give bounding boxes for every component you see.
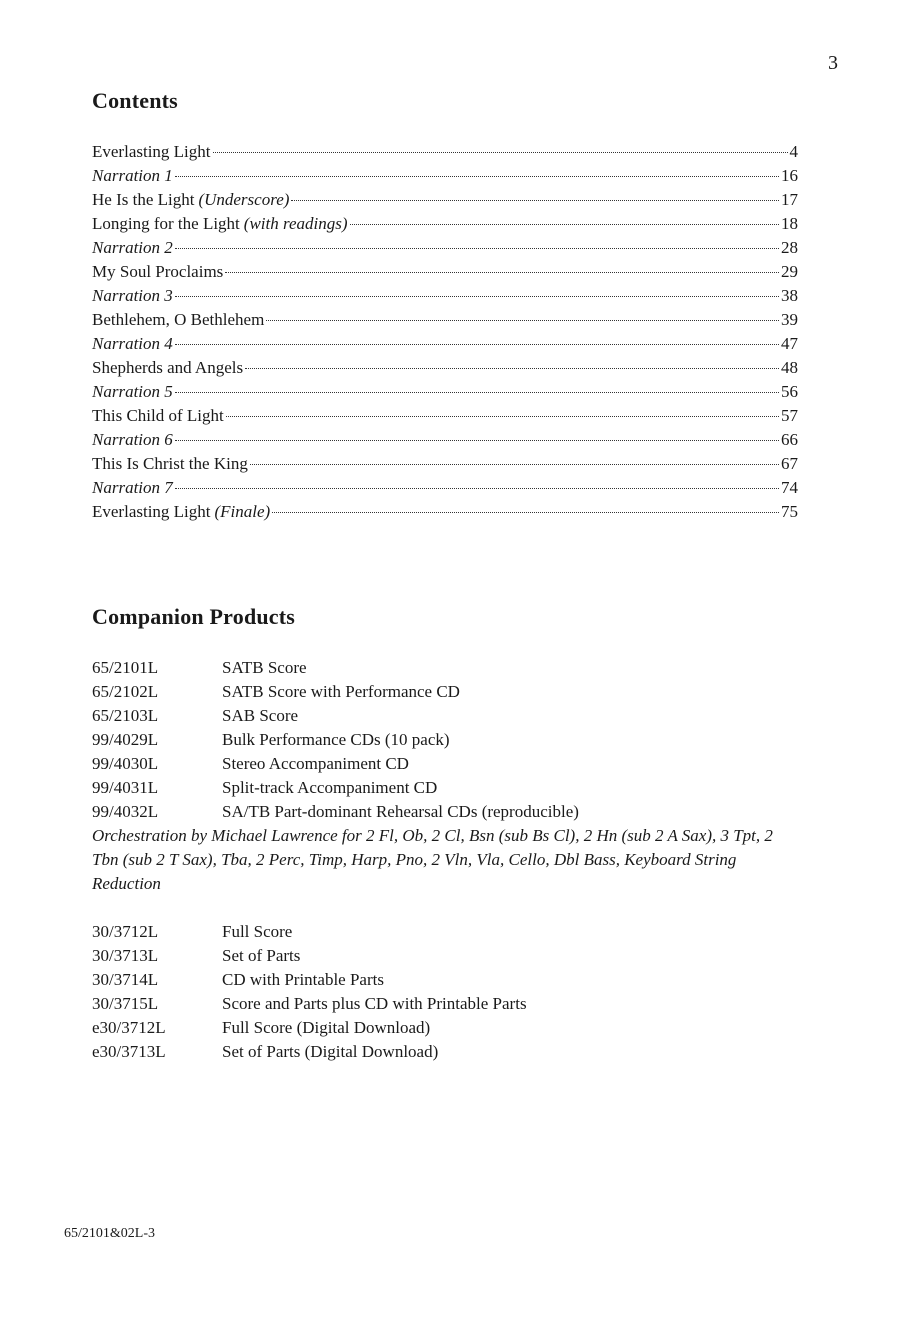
product-code: 30/3712L: [92, 922, 159, 941]
toc-entry: [92, 188, 798, 212]
toc-entry-page: 75: [781, 502, 798, 521]
toc-dot-leader: [175, 344, 779, 345]
product-description: Full Score (Digital Download): [222, 1018, 431, 1037]
product-row: [92, 1040, 812, 1064]
product-description: Full Score: [222, 922, 293, 941]
toc-entry-title: Everlasting Light: [92, 142, 211, 161]
toc-entry-page: 66: [781, 430, 798, 449]
product-description: Split-track Accompaniment CD: [222, 778, 438, 797]
toc-dot-leader: [291, 200, 779, 201]
toc-dot-leader: [175, 488, 779, 489]
toc-entry: [92, 452, 798, 476]
product-code: 65/2102L: [92, 682, 159, 701]
product-code: e30/3713L: [92, 1042, 166, 1061]
product-description: SA/TB Part-dominant Rehearsal CDs (reproducible): [222, 802, 579, 821]
toc-dot-leader: [175, 440, 779, 441]
toc-entry-page: 4: [789, 142, 798, 161]
toc-entry: [92, 284, 798, 308]
product-code: 99/4029L: [92, 730, 159, 749]
toc-entry-page: 39: [781, 310, 798, 329]
toc-entry: [92, 260, 798, 284]
toc-dot-leader: [175, 248, 779, 249]
toc-entry-page: 57: [781, 406, 798, 425]
toc-entry: [92, 380, 798, 404]
toc-entry-title: He Is the Light: [92, 190, 195, 209]
companion-products-list: [92, 656, 812, 824]
toc-entry: [92, 404, 798, 428]
product-code: 30/3714L: [92, 970, 159, 989]
toc-entry-page: 47: [781, 334, 798, 353]
toc-entry-page: 18: [781, 214, 798, 233]
toc-entry-title: My Soul Proclaims: [92, 262, 224, 281]
product-code: e30/3712L: [92, 1018, 166, 1037]
toc-entry-title: Narration 6: [92, 430, 173, 449]
toc-entry: [92, 332, 798, 356]
orchestration-note: Orchestration by Michael Lawrence for 2 Fl, Ob, 2 Cl, Bsn (sub Bs Cl), 2 Hn (sub 2 A Sax), 3 Tpt, 2 Tbn (sub 2 T Sax), Tba, 2 Perc, Timp, Harp, Pno, 2 Vln, Vla, Cello, Dbl Bass, Keyboard String Reduction: [92, 826, 773, 893]
product-code: 99/4030L: [92, 754, 159, 773]
toc-entry-suffix: (with readings): [243, 214, 348, 233]
toc-entry-page: 67: [781, 454, 798, 473]
product-row: [92, 968, 812, 992]
product-code: 99/4031L: [92, 778, 159, 797]
product-code: 65/2101L: [92, 658, 159, 677]
toc-entry-title: Shepherds and Angels: [92, 358, 244, 377]
toc-entry-page: 74: [781, 478, 798, 497]
product-row: [92, 680, 812, 704]
product-description: SATB Score: [222, 658, 307, 677]
contents-heading: Contents: [92, 88, 178, 113]
product-row: [92, 776, 812, 800]
toc-entry-page: 48: [781, 358, 798, 377]
toc-entry-page: 38: [781, 286, 798, 305]
toc-entry: [92, 476, 798, 500]
product-description: Stereo Accompaniment CD: [222, 754, 409, 773]
toc-entry-title: Everlasting Light: [92, 502, 211, 521]
toc-entry: [92, 140, 798, 164]
table-of-contents: [92, 140, 798, 524]
toc-dot-leader: [175, 392, 779, 393]
product-row: [92, 1016, 812, 1040]
toc-entry-suffix: (Finale): [214, 502, 271, 521]
page-number: 3: [828, 52, 838, 74]
product-code: 30/3715L: [92, 994, 159, 1013]
companion-products-heading: Companion Products: [92, 604, 296, 629]
product-description: Set of Parts: [222, 946, 301, 965]
product-code: 65/2103L: [92, 706, 159, 725]
product-row: [92, 728, 812, 752]
toc-entry-title: Narration 3: [92, 286, 173, 305]
toc-entry-title: This Is Christ the King: [92, 454, 248, 473]
product-row: [92, 704, 812, 728]
orchestration-products-list: [92, 920, 812, 1064]
toc-entry-title: Narration 1: [92, 166, 173, 185]
toc-entry-page: 29: [781, 262, 798, 281]
product-row: [92, 920, 812, 944]
footer-code: 65/2101&02L-3: [64, 1226, 155, 1241]
product-description: SAB Score: [222, 706, 299, 725]
toc-dot-leader: [225, 272, 779, 273]
product-row: [92, 800, 812, 824]
toc-dot-leader: [350, 224, 779, 225]
toc-entry: [92, 212, 798, 236]
toc-entry: [92, 308, 798, 332]
toc-entry: [92, 428, 798, 452]
toc-dot-leader: [272, 512, 779, 513]
toc-entry-title: Narration 5: [92, 382, 173, 401]
toc-entry-title: Narration 2: [92, 238, 173, 257]
toc-dot-leader: [175, 176, 779, 177]
toc-entry-title: Bethlehem, O Bethlehem: [92, 310, 265, 329]
toc-entry-title: Narration 7: [92, 478, 173, 497]
toc-entry: [92, 236, 798, 260]
toc-entry-page: 17: [781, 190, 798, 209]
toc-dot-leader: [250, 464, 779, 465]
toc-entry: [92, 356, 798, 380]
toc-entry-page: 16: [781, 166, 798, 185]
toc-entry-title: This Child of Light: [92, 406, 224, 425]
product-description: Set of Parts (Digital Download): [222, 1042, 439, 1061]
product-row: [92, 944, 812, 968]
product-code: 99/4032L: [92, 802, 159, 821]
product-row: [92, 992, 812, 1016]
toc-entry-page: 28: [781, 238, 798, 257]
product-code: 30/3713L: [92, 946, 159, 965]
toc-dot-leader: [226, 416, 779, 417]
product-row: [92, 752, 812, 776]
product-description: SATB Score with Performance CD: [222, 682, 460, 701]
product-description: Score and Parts plus CD with Printable Parts: [222, 994, 527, 1013]
toc-entry-title: Longing for the Light: [92, 214, 240, 233]
product-description: Bulk Performance CDs (10 pack): [222, 730, 450, 749]
toc-entry: [92, 164, 798, 188]
toc-entry-page: 56: [781, 382, 798, 401]
toc-entry: [92, 500, 798, 524]
product-row: [92, 656, 812, 680]
toc-dot-leader: [245, 368, 779, 369]
toc-dot-leader: [213, 152, 788, 153]
toc-dot-leader: [175, 296, 779, 297]
toc-entry-title: Narration 4: [92, 334, 173, 353]
toc-dot-leader: [266, 320, 779, 321]
toc-entry-suffix: (Underscore): [198, 190, 290, 209]
product-description: CD with Printable Parts: [222, 970, 384, 989]
